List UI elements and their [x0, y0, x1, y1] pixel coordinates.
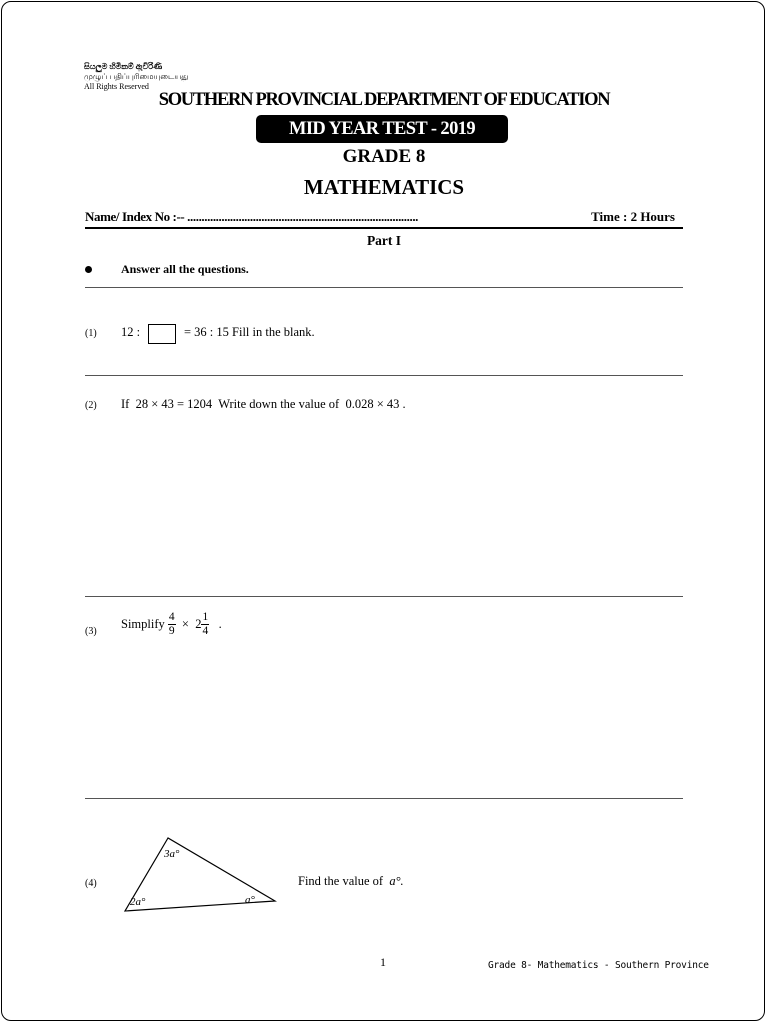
fraction: [168, 611, 176, 638]
header-divider: [85, 227, 683, 229]
angle-label-right: a°: [245, 894, 255, 906]
question-number: (3): [85, 626, 97, 637]
question-3-prefix: Simplify: [121, 617, 165, 631]
subject-heading: MATHEMATICS: [303, 175, 465, 199]
times-sign: ×: [181, 617, 189, 631]
question-number: (1): [85, 328, 97, 339]
question-3-text: [121, 611, 222, 638]
footer-label: Grade 8- Mathematics - Southern Province: [488, 960, 709, 971]
divider: [85, 287, 683, 288]
fraction-denominator: 9: [168, 625, 175, 637]
question-number: (4): [85, 878, 97, 889]
rights-english: All Rights Reserved: [84, 82, 149, 91]
divider: [85, 798, 683, 799]
rights-tamil: முழுப் பதிப்புரிமையுடையது: [84, 72, 189, 81]
instruction: Answer all the questions.: [121, 262, 249, 276]
department-title: SOUTHERN PROVINCIAL DEPARTMENT OF EDUCATION: [158, 90, 610, 110]
time-allowed: Time : 2 Hours: [591, 209, 675, 224]
angle-label-top: 3a°: [164, 848, 180, 860]
page-number: 1: [380, 955, 386, 969]
bullet-icon: [85, 266, 92, 273]
triangle-diagram: [118, 834, 280, 916]
name-index-field: Name/ Index No :-- .................................................................................: [85, 209, 419, 224]
divider: [85, 375, 683, 376]
angle-label-left: 2a°: [130, 896, 146, 908]
question-1-left: 12 :: [121, 325, 141, 339]
question-2-text: [121, 397, 406, 412]
rights-sinhala: සියලුම හිමිකම් ඇවිරිණි: [84, 62, 163, 71]
question-2-middle: Write down the value of: [218, 397, 340, 411]
question-2-prefix: If: [121, 397, 130, 411]
divider: [85, 596, 683, 597]
question-4-prompt: Find the value of: [298, 874, 384, 888]
question-4-text: [298, 874, 404, 889]
test-banner: MID YEAR TEST - 2019: [256, 115, 508, 143]
question-4-variable: a°.: [389, 874, 404, 888]
question-3-suffix: .: [218, 617, 222, 631]
part-title: Part I: [366, 233, 402, 248]
question-1-right: = 36 : 15 Fill in the blank.: [184, 325, 315, 339]
fraction-numerator: 1: [202, 611, 209, 623]
rights-reserved: [84, 62, 188, 92]
answer-blank-box: [148, 324, 176, 344]
fraction: [201, 611, 209, 638]
question-number: (2): [85, 400, 97, 411]
fraction-denominator: 4: [202, 625, 209, 637]
question-2-expr2: 0.028 × 43 .: [345, 397, 406, 411]
grade-heading: GRADE 8: [342, 146, 426, 167]
mixed-whole: 2: [195, 617, 202, 631]
fraction-numerator: 4: [168, 611, 175, 623]
question-2-expr1: 28 × 43 = 1204: [135, 397, 213, 411]
